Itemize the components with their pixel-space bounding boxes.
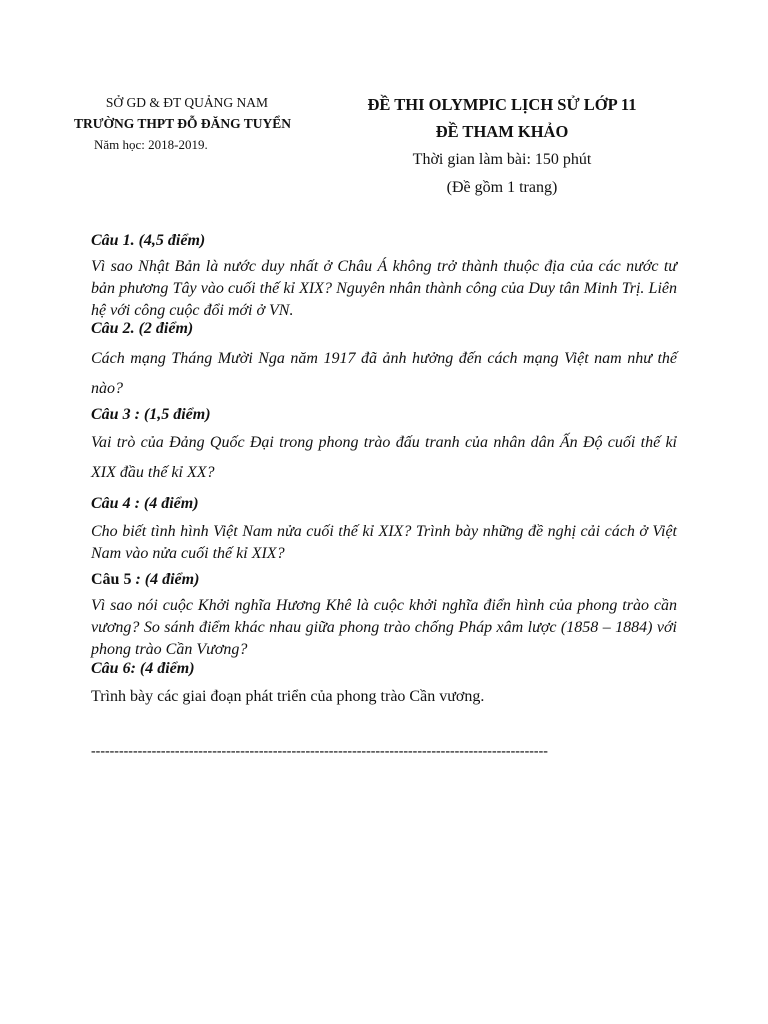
exam-title: ĐỀ THI OLYMPIC LỊCH SỬ LỚP 11 <box>367 95 637 114</box>
school-header <box>72 92 312 155</box>
question-5-text: Vì sao nói cuộc Khởi nghĩa Hương Khê là cuộc khởi nghĩa điển hình của phong trào cần vương? So sánh điểm khác nhau giữa phong trào chống Pháp xâm lược (1858 – 1884) với phong trào Cần Vương? <box>91 597 677 658</box>
question-6-text: Trình bày các giai đoạn phát triển của phong trào Cần vương. <box>91 688 485 705</box>
question-5 <box>91 569 677 661</box>
question-4-text: Cho biết tình hình Việt Nam nửa cuối thế kỉ XIX? Trình bày những đề nghị cải cách ở Việt Nam vào nửa cuối thế kỉ XIX? <box>91 523 677 562</box>
question-6-heading: Câu 6: (4 điểm) <box>91 660 195 677</box>
end-divider: -------------------------------------------------------------------------------------------------- <box>91 744 548 759</box>
question-2-heading: Câu 2. (2 điểm) <box>91 320 194 337</box>
question-5-heading <box>91 569 677 591</box>
exam-duration: Thời gian làm bài: 150 phút <box>412 151 592 168</box>
question-3-heading: Câu 3 : (1,5 điểm) <box>91 406 211 423</box>
exam-header <box>340 92 664 202</box>
question-1 <box>91 230 677 322</box>
question-6 <box>91 658 677 708</box>
question-2-text: Cách mạng Tháng Mười Nga năm 1917 đã ảnh hưởng đến cách mạng Việt nam như thế nào? <box>91 350 677 397</box>
question-1-heading: Câu 1. (4,5 điểm) <box>91 232 206 249</box>
question-4-heading: Câu 4 : (4 điểm) <box>91 495 199 512</box>
question-5-label: Câu 5 <box>91 571 132 588</box>
school-year: Năm học: 2018-2019. <box>94 137 208 152</box>
school-name: TRƯỜNG THPT ĐỖ ĐĂNG TUYỂN <box>74 116 292 131</box>
question-5-points: : (4 điểm) <box>131 571 200 588</box>
exam-page-count: (Đề gồm 1 trang) <box>446 179 558 196</box>
exam-subtitle: ĐỀ THAM KHẢO <box>435 122 569 141</box>
question-1-text: Vì sao Nhật Bản là nước duy nhất ở Châu Á không trở thành thuộc địa của các nước tư bản phương Tây vào cuối thế kỉ XIX? Nguyên nhân thành công của Duy tân Minh Trị. Liên hệ với công cuộc đổi mới ở VN. <box>91 258 677 319</box>
question-3 <box>91 404 677 488</box>
question-4 <box>91 493 677 565</box>
department-name: SỞ GD & ĐT QUẢNG NAM <box>105 95 269 110</box>
question-3-text: Vai trò của Đảng Quốc Đại trong phong trào đấu tranh của nhân dân Ấn Độ cuối thế kỉ XIX đầu thế kỉ XX? <box>91 434 677 481</box>
question-2 <box>91 318 677 404</box>
